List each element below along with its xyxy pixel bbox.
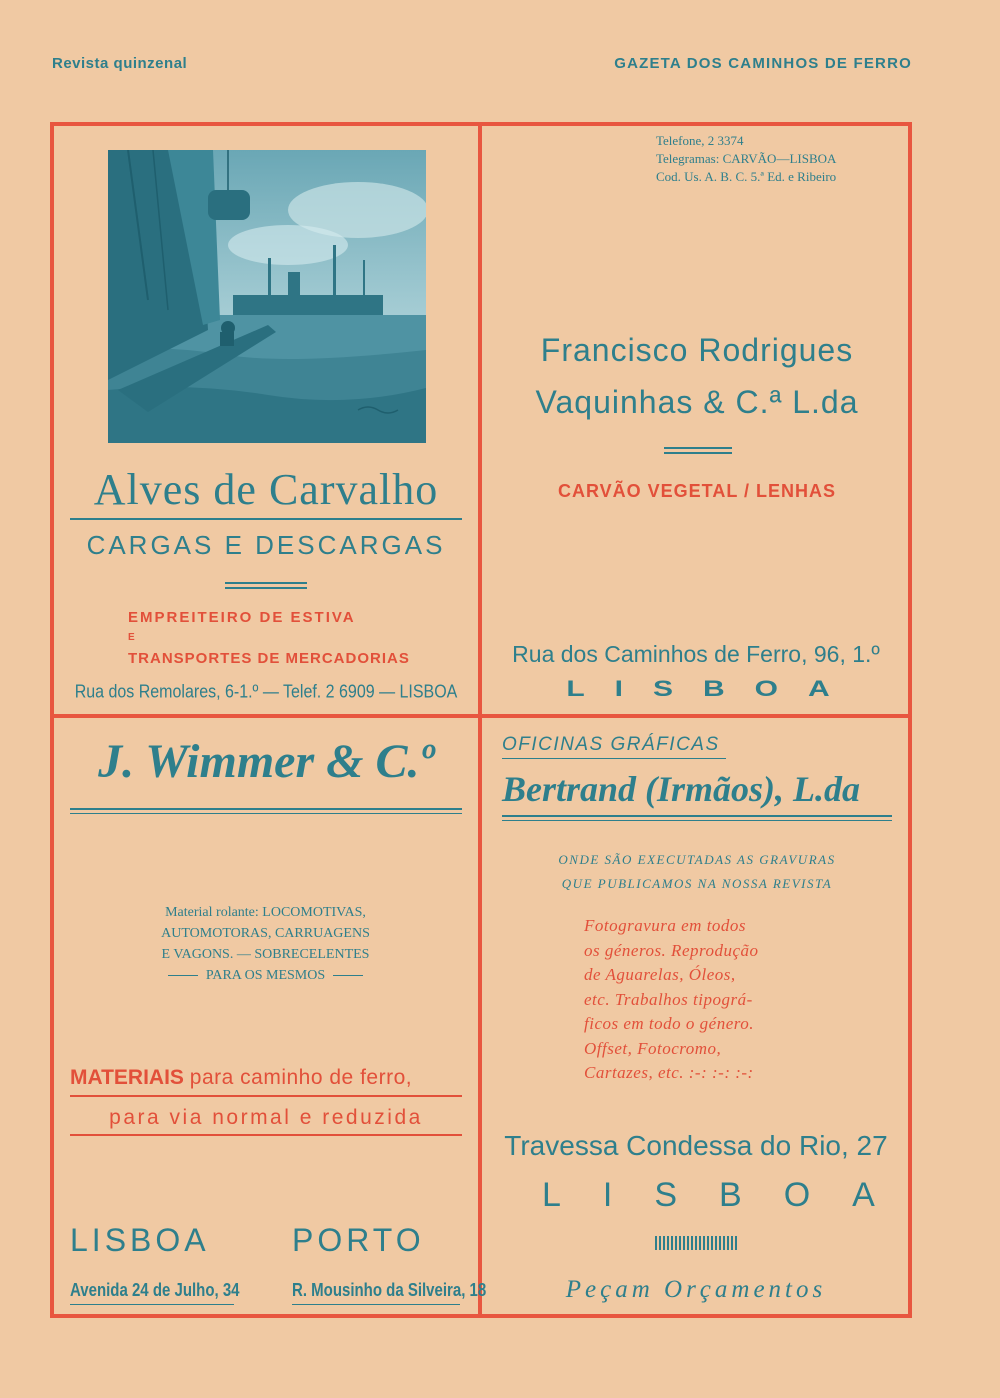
wimmer-red-rule-1 — [70, 1095, 462, 1097]
bertrand-service-line-2: os géneros. Reprodução — [584, 940, 759, 960]
wimmer-material-line-4: PARA OS MESMOS — [128, 965, 403, 986]
wimmer-address-rule-2 — [292, 1304, 460, 1305]
wimmer-red-rule-2 — [70, 1134, 462, 1136]
bertrand-ornament — [655, 1236, 739, 1250]
vaquinhas-short-rule-b — [664, 452, 732, 454]
vaquinhas-address: Rua dos Caminhos de Ferro, 96, 1.º — [512, 641, 880, 667]
bertrand-note-line-2: QUE PUBLICAMOS NA NOSSA REVISTA — [561, 876, 833, 891]
alves-address: Rua dos Remolares, 6-1.º — Telef. 2 6909 — LISBOA — [74, 682, 458, 703]
bertrand-city: LISBOA — [542, 1176, 917, 1214]
bertrand-service-line-1: Fotogravura em todos — [584, 916, 747, 935]
bertrand-call-to-action: Peçam Orçamentos — [565, 1276, 827, 1303]
frame-horizontal-divider — [50, 714, 912, 718]
alves-rule-1 — [70, 518, 462, 520]
bertrand-label: OFICINAS GRÁFICAS — [502, 734, 720, 755]
bertrand-note-line-1: ONDE SÃO EXECUTADAS AS GRAVURAS — [558, 852, 836, 867]
bertrand-services — [584, 914, 814, 1086]
vaquinhas-telephone: Telefone, 2 3374 — [656, 133, 744, 148]
wimmer-material-line-1: Material rolante: LOCOMOTIVAS, — [165, 905, 366, 920]
vaquinhas-products: CARVÃO VEGETAL / LENHAS — [557, 481, 837, 501]
vaquinhas-code: Cod. Us. A. B. C. 5.ª Ed. e Ribeiro — [656, 169, 837, 184]
alves-company-name: Alves de Carvalho — [93, 465, 439, 514]
harbour-ship-image — [108, 150, 426, 443]
frame-vertical-divider — [478, 122, 482, 1318]
bertrand-company-name: Bertrand (Irmãos), L.da — [502, 769, 861, 809]
bertrand-address: Travessa Condessa do Rio, 27 — [504, 1130, 888, 1161]
bertrand-note — [482, 848, 912, 896]
vaquinhas-telegrams: Telegramas: CARVÃO—LISBOA — [656, 151, 837, 166]
vaquinhas-short-rule-a — [664, 447, 732, 449]
alves-subtitle: CARGAS E DESCARGAS — [86, 530, 446, 560]
wimmer-address-porto: R. Mousinho da Silveira, 18 — [292, 1280, 487, 1301]
bertrand-service-line-7: Cartazes, etc. :-: :-: :-: — [584, 1063, 754, 1082]
wimmer-materials-line-2: para via normal e reduzida — [109, 1106, 423, 1129]
alves-service-line-3: TRANSPORTES DE MERCADORIAS — [128, 650, 410, 667]
bertrand-service-line-4: etc. Trabalhos tipográ- — [584, 989, 753, 1009]
alves-service-line-2: E — [128, 632, 135, 643]
alves-service-line-1: EMPREITEIRO DE ESTIVA — [128, 609, 356, 626]
wimmer-material-line-2: AUTOMOTORAS, CARRUAGENS — [161, 926, 370, 941]
wimmer-material-line-3: E VAGONS. — SOBRECELENTES — [161, 947, 370, 962]
bertrand-service-line-5: ficos em todo o género. — [584, 1014, 754, 1033]
bertrand-rule-2 — [502, 820, 892, 821]
alves-short-rule-b — [225, 587, 307, 589]
wimmer-materials-line-1 — [70, 1066, 462, 1090]
wimmer-city-lisboa: LISBOA — [70, 1222, 210, 1258]
harbour-illustration — [108, 150, 426, 443]
wimmer-address-lisboa: Avenida 24 de Julho, 34 — [70, 1280, 240, 1301]
wimmer-material-block — [128, 902, 403, 986]
vaquinhas-contact-block — [656, 132, 836, 186]
bertrand-service-line-3: de Aguarelas, Óleos, — [584, 965, 736, 984]
bertrand-service-line-6: Offset, Fotocromo, — [584, 1038, 722, 1058]
running-header-right: GAZETA DOS CAMINHOS DE FERRO — [614, 55, 912, 72]
wimmer-rule-1 — [70, 808, 462, 810]
wimmer-materials-bold: MATERIAIS — [70, 1066, 184, 1089]
vaquinhas-name-line-1: Francisco Rodrigues — [540, 332, 854, 368]
running-header-left: Revista quinzenal — [52, 55, 188, 72]
bertrand-rule-1 — [502, 815, 892, 817]
wimmer-city-porto: PORTO — [292, 1222, 425, 1258]
wimmer-rule-2 — [70, 813, 462, 814]
vaquinhas-name-line-2: Vaquinhas & C.ª L.da — [535, 384, 859, 420]
wimmer-address-rule-1 — [70, 1304, 234, 1305]
alves-short-rule-a — [225, 582, 307, 584]
wimmer-materials-rest: para caminho de ferro, — [189, 1066, 413, 1089]
wimmer-company-name: J. Wimmer & C.º — [98, 735, 434, 788]
bertrand-label-rule — [502, 758, 726, 759]
vaquinhas-city: LISBOA — [566, 676, 860, 701]
